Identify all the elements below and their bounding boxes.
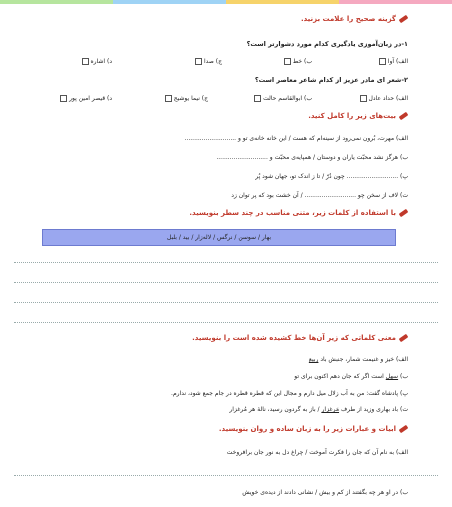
verse-line: الف) مهرت، بُرون نمی‌رود از سینه‌ام که هست / این خانه خانه‌ی تو و ........................... [184,135,408,142]
q1-option-b[interactable]: ب) خط [284,58,312,65]
checkbox[interactable] [254,95,261,102]
verse-line: ت) لاف از سخن چو ........................... / آن خشت بود که پر توان زد [231,192,408,199]
answer-line[interactable] [14,475,438,476]
question-2: ۲-شعر ای مادر عزیز از کدام شاعر معاصر است؟ [254,76,408,84]
q1-option-a[interactable]: الف) آوا [379,58,408,65]
prose-line: ب) در او هر چه بگفتند از کم و بیش / نشانی دادند از دیده‌ی خویش [242,489,408,496]
q1-option-c[interactable]: ج) صدا [195,58,222,65]
q2-option-a[interactable]: الف) حداد عادل [360,95,409,102]
meaning-line: پ) پادشاه گفت: من به آب زلال میل دارم و مجال این که قطره قطره در جام جمع شود، ندارم. [171,390,408,397]
checkbox[interactable] [60,95,67,102]
section2-title: بیت‌های زیر را کامل کنید. [308,112,408,120]
meaning-line: ب) سهل است اگر که جان دهم اکنون برای تو [294,373,408,380]
q2-option-b[interactable]: ب) ابوالقاسم حالت [254,95,312,102]
verse-line: ب) هرگز نشد محبّت یاران و دوستان / همپایه‌ی محبّت و ........................... [216,154,408,161]
checkbox[interactable] [360,95,367,102]
checkbox[interactable] [195,58,202,65]
pencil-icon [399,209,409,217]
checkbox[interactable] [82,58,89,65]
meaning-line: ت) باد بهاری وزید از طرف مَرغزار / باز به گردون رسید، نالهٔ هر مُرغزار [229,406,408,413]
pencil-icon [399,112,409,120]
q2-option-d[interactable]: د) قیصر امین پور [60,95,112,102]
section3-title: با استفاده از کلمات زیر، متنی مناسب در چند سطر بنویسید. [189,209,408,217]
pencil-icon [399,425,409,433]
q1-option-d[interactable]: د) اشاره [82,58,112,65]
section5-title: ابیات و عبارات زیر را به زبان ساده و روان بنویسید. [219,425,408,433]
checkbox[interactable] [284,58,291,65]
section1-title: گزینه صحیح را علامت بزنید. [301,15,408,23]
meaning-line: الف) خیز و غنیمت شمار، جنبش باد ربیع [308,356,408,363]
answer-line[interactable] [14,302,438,303]
answer-line[interactable] [14,262,438,263]
checkbox[interactable] [165,95,172,102]
answer-line[interactable] [14,282,438,283]
verse-line: پ) ........................... چون دُرّ / تا ز اندک تو، جهان شود پُر [255,173,408,180]
checkbox[interactable] [379,58,386,65]
q2-option-c[interactable]: ج) نیما یوشیج [165,95,208,102]
prose-line: الف) به نام آن که جان را فکرت آموخت / چراغ دل به نور جان برافروخت [226,449,408,456]
word-bank-box: بهار / سوسن / نرگس / لاله‌زار / بید / بلبل [42,229,396,246]
pencil-icon [399,334,409,342]
question-1: ۱-در زبان‌آموزی یادگیری کدام مورد دشوارتر است؟ [246,40,408,48]
top-color-bar [0,0,452,4]
answer-line[interactable] [14,322,438,323]
pencil-icon [399,15,409,23]
section4-title: معنی کلماتی که زیر آن‌ها خط کشیده شده است را بنویسید. [192,334,408,342]
